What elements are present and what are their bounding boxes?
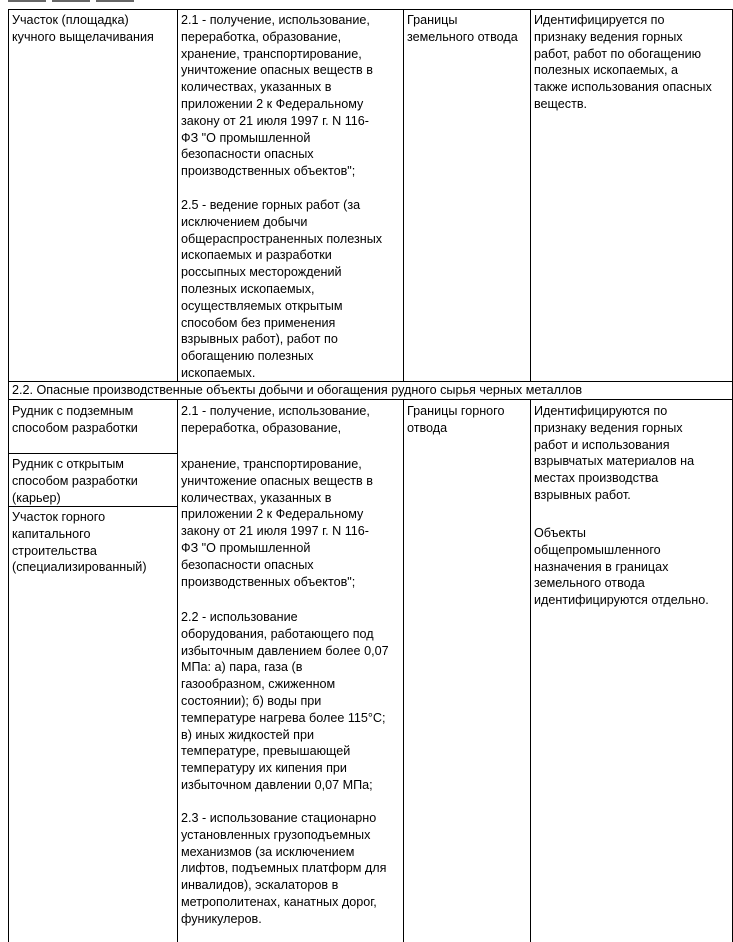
note-cell: Идентифицируются по признаку ведения горных работ и использования взрывчатых материалов на местах производства взрывных работ. — [534, 404, 695, 502]
section-header-bottom-border — [8, 399, 733, 400]
cut-off-text-fragment — [8, 0, 148, 4]
criteria-cell: 2.1 - получение, использование, переработка, образование, — [181, 404, 370, 435]
boundary-cell: Границы земельного отвода — [407, 13, 518, 44]
boundary-cell: Границы горного отвода — [407, 404, 505, 435]
column-divider — [177, 9, 178, 381]
column-divider — [177, 399, 178, 942]
note-cell: Идентифицируется по признаку ведения горных работ, работ по обогащению полезных ископаемых, а также использования опасных веществ. — [534, 13, 712, 111]
criteria-cell: 2.1 - получение, использование, переработка, образование, хранение, транспортирование, уничтожение опасных веществ в количествах, указанных в приложении 2 к Федеральному закону от 21 июля 1997 г. N 116- ФЗ "О промышленной безопасности опасных производственных объектов"; — [181, 13, 373, 179]
section-header: 2.2. Опасные производственные объекты добычи и обогащения рудного сырья черных металлов — [12, 383, 583, 397]
object-name-cell: Рудник с открытым способом разработки (карьер) — [12, 457, 138, 505]
criteria-cell: 2.5 - ведение горных работ (за исключением добычи общераспространенных полезных ископаемых и разработки россыпных месторождений полезных ископаемых, осуществляемых открытым способом без применения взрывных работ), работ по обогащению полезных ископаемых. — [181, 198, 383, 380]
note-cell: Объекты общепромышленного назначения в границах земельного отвода идентифицируются отдельно. — [534, 526, 709, 608]
sub-cell-divider — [8, 453, 177, 454]
object-name-cell: Участок (площадка) кучного выщелачивания — [12, 13, 154, 44]
table-top-border — [8, 9, 733, 10]
criteria-cell: 2.3 - использование стационарно установленных грузоподъемных механизмов (за исключением лифтов, подъемных платформ для инвалидов), эскалаторов в метрополитенах, канатных дорог, фуникулеров. — [181, 811, 387, 926]
criteria-cell: 2.2 - использование оборудования, работающего под избыточным давлением более 0,07 МПа: а) пара, газа (в газообразном, сжиженном состоянии); б) воды при температуре нагрева более 115°С; в) иных жидкостей при температуре, превышающей температуру их кипения при избыточном давлении 0,07 МПа; — [181, 610, 389, 792]
object-name-cell: Участок горного капитального строительства (специализированный) — [12, 510, 147, 575]
column-divider — [403, 9, 404, 381]
column-divider — [530, 399, 531, 942]
column-divider — [403, 399, 404, 942]
column-divider — [530, 9, 531, 381]
object-name-cell: Рудник с подземным способом разработки — [12, 404, 138, 435]
criteria-cell: хранение, транспортирование, уничтожение опасных веществ в количествах, указанных в приложении 2 к Федеральному закону от 21 июля 1997 г. N 116- ФЗ "О промышленной безопасности опасных производственных объектов"; — [181, 457, 373, 589]
table-left-border — [8, 9, 9, 942]
